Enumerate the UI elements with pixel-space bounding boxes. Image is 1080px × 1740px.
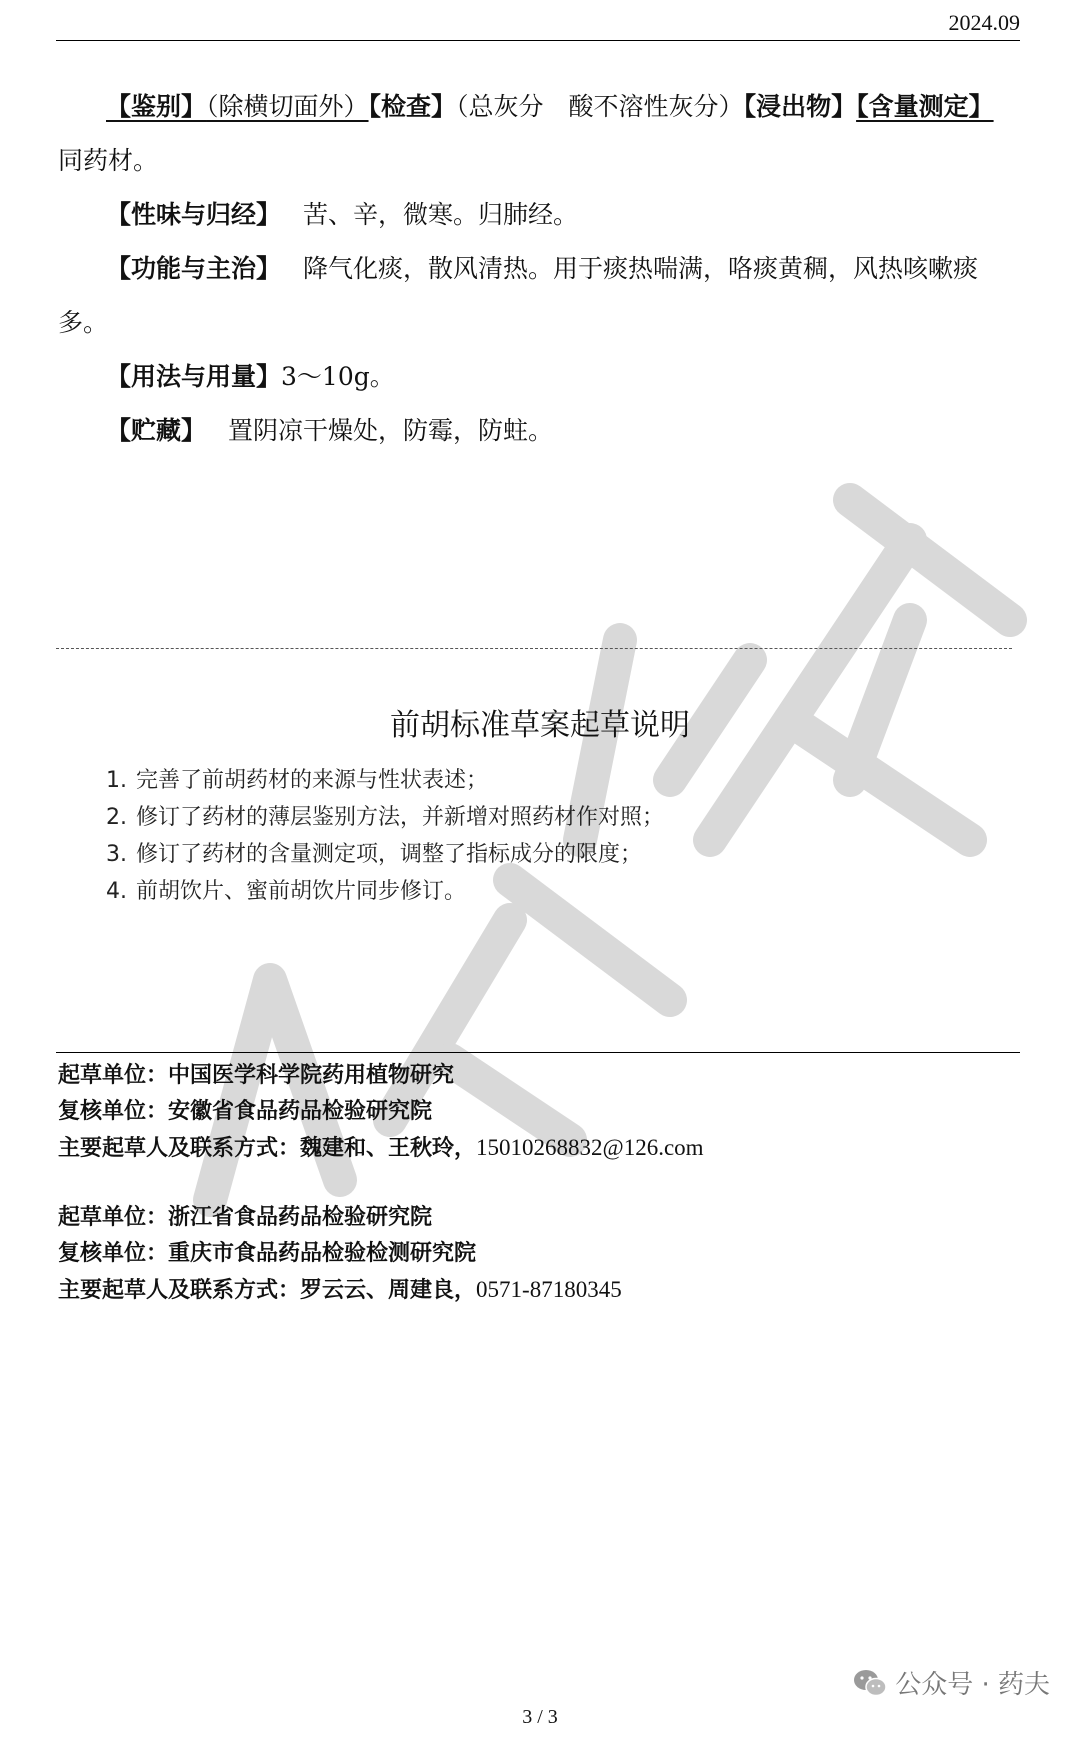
identification-underlined [106,92,369,121]
header-rule [56,40,1020,41]
review-unit-row: 复核单位：重庆市食品药品检验检测研究院 [58,1241,477,1266]
draft-unit-row: 起草单位：浙江省食品药品检验研究院 [58,1205,433,1230]
tag-identification: 【鉴别】 [106,92,207,121]
tag-dosage: 【用法与用量】 [106,362,282,391]
source-text: 公众号 · 药夫 [895,1670,1050,1700]
function-paragraph [58,242,1018,350]
tag-function: 【功能与主治】 [106,254,282,283]
list-item: 3. 修订了药材的含量测定项，调整了指标成分的限度； [106,842,643,867]
tag-nature: 【性味与归经】 [106,200,282,229]
contact-row: 主要起草人及联系方式：罗云云、周建良，0571-87180345 [58,1277,622,1303]
list-item: 2. 修订了药材的薄层鉴别方法，并新增对照药材作对照； [106,805,665,830]
nature-paragraph [58,188,1018,242]
nature-text: 苦、辛，微寒。归肺经。 [303,200,579,229]
list-item: 1. 完善了前胡药材的来源与性状表述； [106,768,489,793]
contact-phone: 0571-87180345 [476,1277,622,1302]
units-rule [56,1052,1020,1053]
header-date: 2024.09 [948,10,1020,35]
explanation-list [106,762,664,910]
note-identification: （除横切面外） [206,92,369,121]
wechat-icon [853,1668,887,1698]
tag-assay: 【含量测定】 [856,92,994,121]
identification-text: 同药材。 [58,146,159,175]
note-inspection: （总灰分 酸不溶性灰分） [456,92,744,121]
dosage-paragraph [58,350,1018,404]
review-unit-row: 复核单位：安徽省食品药品检验研究院 [58,1099,433,1124]
function-text: 降气化痰，散风清热。用于痰热喘满，咯痰黄稠，风热咳嗽痰多。 [58,254,979,337]
section-divider [56,648,1012,649]
contact-row: 主要起草人及联系方式：魏建和、王秋玲，15010268832@126.com [58,1135,704,1161]
source-tag [853,1664,1050,1701]
draft-unit-row: 起草单位：中国医学科学院药用植物研究 [58,1063,455,1088]
list-item: 4. 前胡饮片、蜜前胡饮片同步修订。 [106,879,467,904]
tag-extract: 【浸出物】 [743,92,857,121]
contact-email[interactable]: 15010268832@126.com [476,1135,704,1160]
tag-storage: 【贮藏】 [106,416,207,445]
explanation-title: 前胡标准草案起草说明 [390,708,690,743]
identification-paragraph [58,80,1018,188]
page-number: 3 / 3 [522,1706,558,1728]
unit-block-1 [58,1058,704,1166]
unit-block-2 [58,1200,622,1308]
storage-paragraph [58,404,1018,458]
dosage-text: 3～10g。 [281,362,395,391]
tag-inspection: 【检查】 [368,92,457,121]
storage-text: 置阴凉干燥处，防霉，防蛀。 [228,416,554,445]
